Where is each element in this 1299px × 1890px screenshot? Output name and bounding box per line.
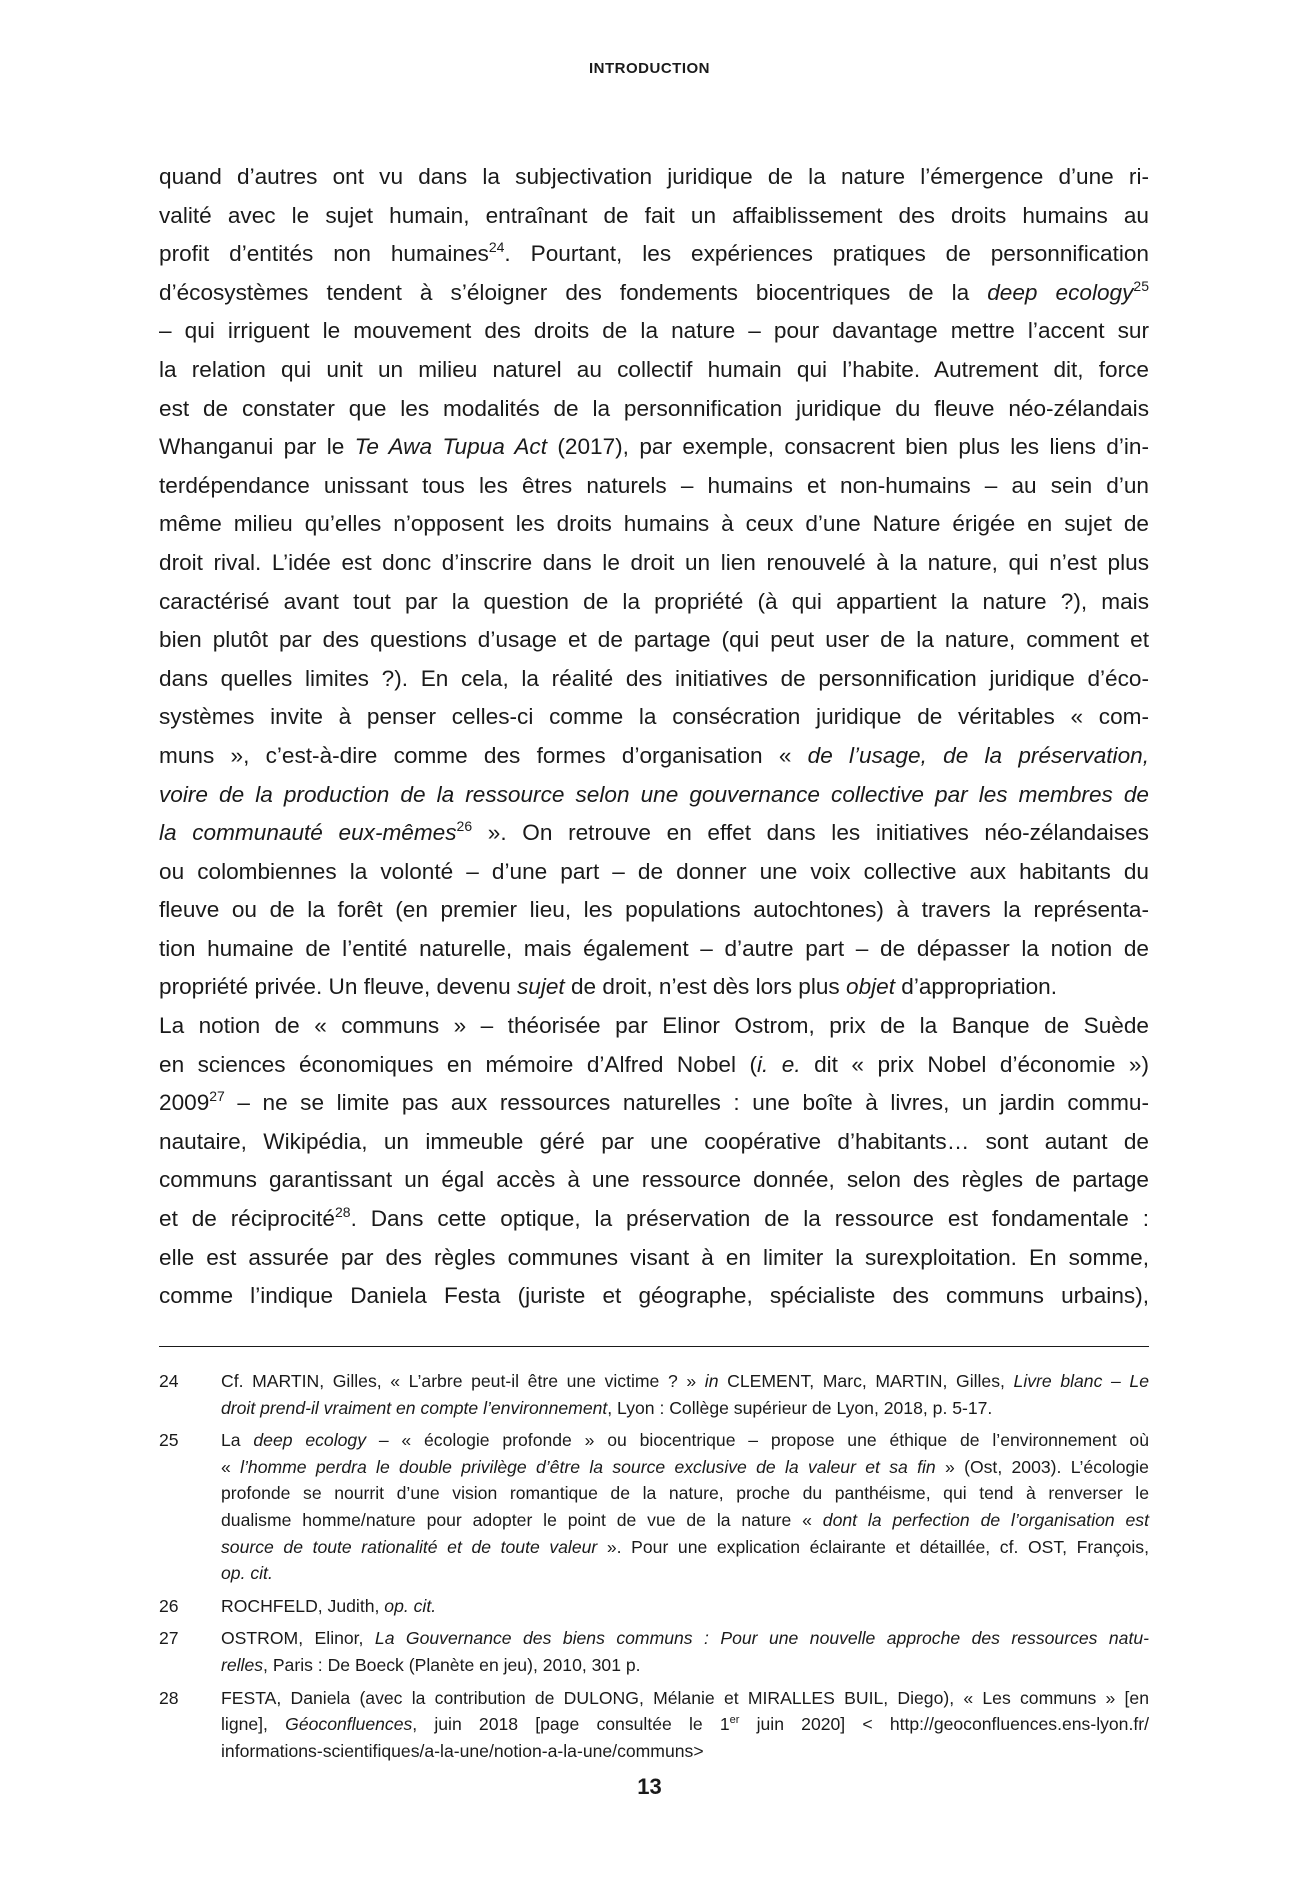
footnote-number: 24 <box>159 1371 179 1391</box>
text-line: caractérisé avant tout par la question de la propriété (à qui appartient la nature ?), mais <box>159 588 1149 614</box>
text-line: fleuve ou de la forêt (en premier lieu, les populations autochtones) à travers la représenta- <box>159 897 1149 923</box>
text-line: voire de la production de la ressource selon une gouvernance collective par les membres de <box>159 781 1149 807</box>
footnote-24: 24 Cf. MARTIN, Gilles, « L’arbre peut-il être une victime ? » in CLEMENT, Marc, MARTIN, Gilles, Livre blanc – Le droit prend-il vraiment en compte l’environnement, Lyon : Collège supérieur de Lyon, 2018, p. 5-17. <box>159 1368 1149 1421</box>
footnote-number: 28 <box>159 1687 179 1708</box>
footnote-ref-24[interactable]: 24 <box>488 239 505 256</box>
page-number: 13 <box>637 1774 662 1799</box>
text-line: d’écosystèmes tendent à s’éloigner des fondements biocentriques de la deep ecology$^{25}$ <box>159 277 1149 305</box>
footnote-divider <box>159 1346 1149 1347</box>
footnote-ref-26[interactable]: 26 <box>456 818 473 835</box>
text-line: valité avec le sujet humain, entraînant de fait un affaiblissement des droits humains au <box>159 202 1149 228</box>
footnote-ref-25[interactable]: 25 <box>1133 277 1149 294</box>
text-line: elle est assurée par des règles communes visant à en limiter la surexploitation. En somme, <box>159 1244 1149 1270</box>
text-line: nautaire, Wikipédia, un immeuble géré par une coopérative d’habitants… sont autant de <box>159 1128 1149 1154</box>
running-header: INTRODUCTION <box>589 60 710 77</box>
text-line: même milieu qu’elles n’opposent les droits humains à ceux d’une Nature érigée en sujet de <box>159 511 1149 537</box>
text-line: et de réciprocité$^{28}$. Dans cette optique, la préservation de la ressource est fondamentale : <box>159 1204 1149 1232</box>
text-line: communs garantissant un égal accès à une ressource donnée, selon des règles de partage <box>159 1167 1149 1193</box>
footnote-ref-27[interactable]: 27 <box>209 1088 225 1105</box>
text-line: muns », c’est-à-dire comme des formes d’organisation « de l’usage, de la préservation, <box>159 742 1149 768</box>
text-line: propriété privée. Un fleuve, devenu sujet de droit, n’est dès lors plus objet d’appropriation. <box>159 974 1058 1000</box>
footnote-number: 25 <box>159 1430 179 1451</box>
text-line: en sciences économiques en mémoire d’Alfred Nobel (i. e. dit « prix Nobel d’économie ») <box>159 1051 1150 1077</box>
text-line: – qui irriguent le mouvement des droits de la nature – pour davantage mettre l’accent sur <box>159 318 1149 344</box>
footnote-number: 26 <box>159 1595 179 1616</box>
text-line: La notion de « communs » – théorisée par Elinor Ostrom, prix de la Banque de Suède <box>159 1013 1149 1039</box>
main-text <box>159 158 1149 1316</box>
text-line: dans quelles limites ?). En cela, la réalité des initiatives de personnification juridique d’éco- <box>159 665 1149 691</box>
text-line: bien plutôt par des questions d’usage et de partage (qui peut user de la nature, comment et <box>159 627 1149 653</box>
footnote-26: 26 ROCHFELD, Judith, op. cit. <box>159 1593 1149 1620</box>
text-line: quand d’autres ont vu dans la subjectivation juridique de la nature l’émergence d’une ri- <box>159 164 1149 189</box>
footnote-25: 25 La deep ecology – « écologie profonde » ou biocentrique – propose une éthique de l’environnement où « l’homme perdra le double privilège d’être la source exclusive de la valeur et sa fin » (Ost, 2003). L’écologie profonde se nourrit d’une vision romantique de la nature, proche du panthéisme, qui tend à renverser le dualisme homme/nature pour adopter le point de vue de la nature « dont la perfection de l’organisation est source de toute rationalité et de toute valeur ». Pour une explication éclairante et détaillée, cf. OST, François, op. cit. <box>159 1427 1149 1587</box>
footnote-27: 27 OSTROM, Elinor, La Gouvernance des biens communs : Pour une nouvelle approche des ressources natu- relles, Paris : De Boeck (Planète en jeu), 2010, 301 p. <box>159 1625 1149 1678</box>
footnote-ref-28[interactable]: 28 <box>334 1204 351 1221</box>
text-line: ou colombiennes la volonté – d’une part – de donner une voix collective aux habitants du <box>159 858 1149 884</box>
footnote-number: 27 <box>159 1628 179 1649</box>
text-line: tion humaine de l’entité naturelle, mais également – d’autre part – de dépasser la notion de <box>159 935 1149 961</box>
text-line: est de constater que les modalités de la personnification juridique du fleuve néo-zélandais <box>159 395 1149 421</box>
footnote-link[interactable]: informations-scientifiques/a-la-une/notion-a-la-une/communs> <box>221 1740 704 1761</box>
text-line: la relation qui unit un milieu naturel au collectif humain qui l’habite. Autrement dit, force <box>159 356 1149 382</box>
text-line: 2009$^{27}$ – ne se limite pas aux ressources naturelles : une boîte à livres, un jardin commu- <box>159 1088 1149 1116</box>
text-line: Whanganui par le Te Awa Tupua Act (2017), par exemple, consacrent bien plus les liens d’in- <box>159 434 1149 460</box>
footnote-28: 28 FESTA, Daniela (avec la contribution de DULONG, Mélanie et MIRALLES BUIL, Diego), « Les communs » [en ligne], Géoconfluences, juin 2018 [page consultée le 1er juin 2020] < http://geoconfluences.ens-lyon.fr/ informations-scientifiques/a-la-une/notion-a-la-une/communs> <box>159 1685 1149 1765</box>
footnotes <box>159 1368 1149 1770</box>
text-line: comme l’indique Daniela Festa (juriste et géographe, spécialiste des communs urbains), <box>159 1283 1149 1309</box>
text-line: la communauté eux-mêmes$^{26}$ ». On retrouve en effet dans les initiatives néo-zélandaises <box>159 818 1149 846</box>
text-line: droit rival. L’idée est donc d’inscrire dans le droit un lien renouvelé à la nature, qui n’est plus <box>159 549 1149 575</box>
text-line: systèmes invite à penser celles-ci comme la consécration juridique de véritables « com- <box>159 704 1149 730</box>
text-line: profit d’entités non humaines$^{24}$. Pourtant, les expériences pratiques de personnification <box>159 239 1149 267</box>
text-line: terdépendance unissant tous les êtres naturels – humains et non-humains – au sein d’un <box>159 472 1149 498</box>
